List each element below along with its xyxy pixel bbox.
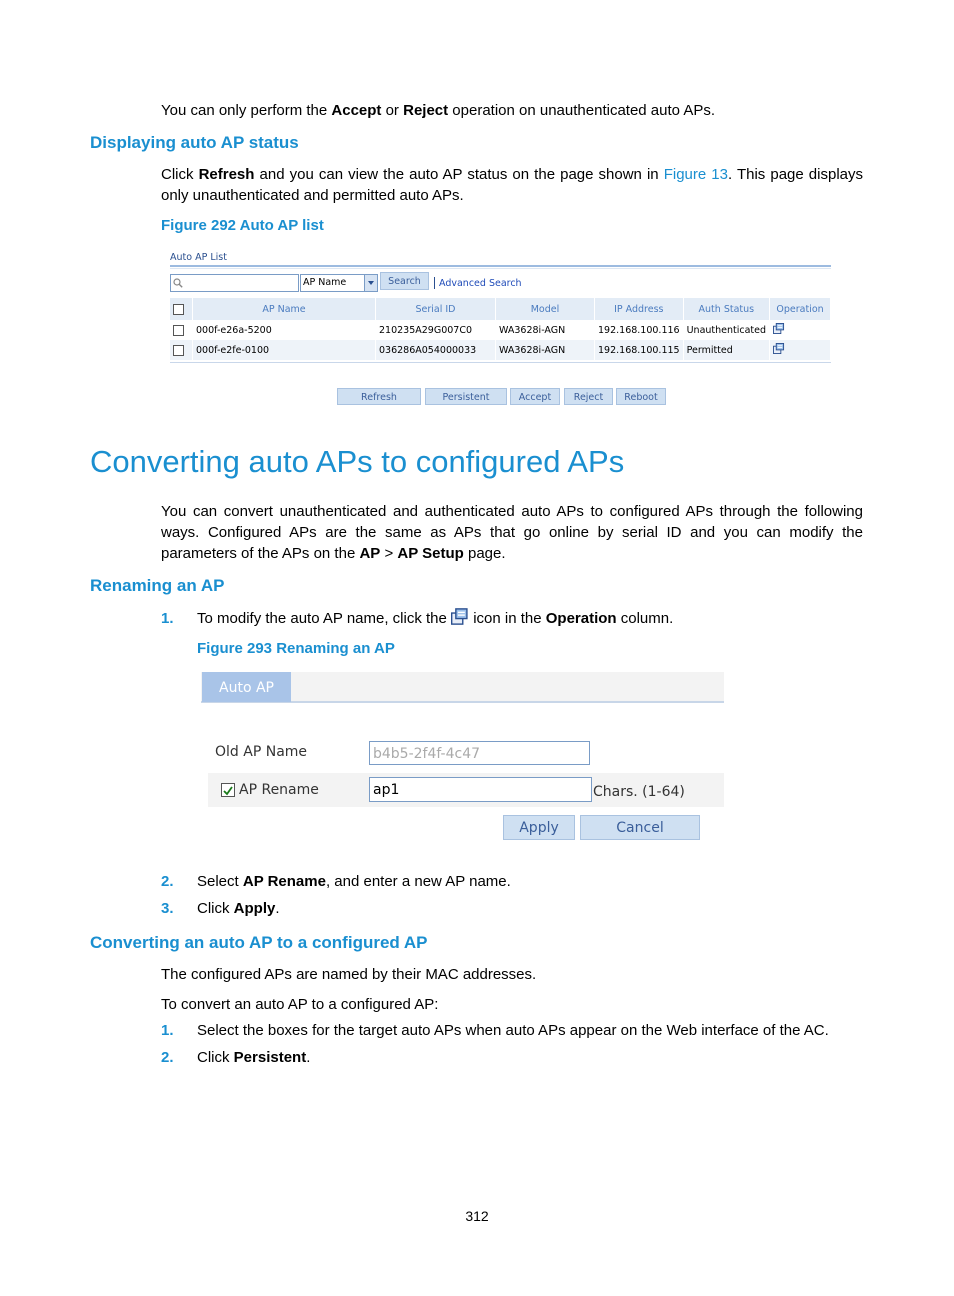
col-serial-id[interactable]: Serial ID — [376, 298, 496, 320]
select-all-checkbox[interactable] — [173, 304, 184, 315]
cell-ip-address: 192.168.100.115 — [595, 340, 684, 360]
cell-model: WA3628i-AGN — [496, 320, 595, 340]
cell-auth-status: Unauthenticated — [683, 320, 769, 340]
panel-divider — [170, 265, 831, 267]
search-field-select-value: AP Name — [303, 277, 347, 288]
search-input[interactable] — [170, 274, 299, 292]
chevron-down-icon — [364, 275, 377, 291]
reboot-button[interactable]: Reboot — [616, 388, 666, 405]
checkmark-icon — [222, 785, 234, 797]
row-checkbox[interactable] — [173, 345, 184, 356]
intro-paragraph: You can only perform the Accept or Reject operation on unauthenticated auto APs. — [161, 102, 716, 119]
toconf-paragraph-1: The configured APs are named by their MAC addresses. — [161, 966, 537, 983]
rename-step-1: 1. To modify the auto AP name, click the icon in the Operation column. — [161, 610, 674, 627]
figure-13-link[interactable]: Figure 13 — [663, 166, 728, 183]
search-button[interactable]: Search — [380, 272, 429, 290]
tab-auto-ap[interactable]: Auto AP — [202, 672, 291, 702]
old-ap-name-field: b4b5-2f4f-4c47 — [369, 741, 590, 765]
ap-rename-label: AP Rename — [239, 782, 319, 798]
toconf-paragraph-2: To convert an auto AP to a configured AP: — [161, 996, 439, 1013]
cell-auth-status: Permitted — [683, 340, 769, 360]
heading-renaming-an-ap: Renaming an AP — [90, 576, 225, 595]
row-checkbox[interactable] — [173, 325, 184, 336]
toconf-step-2: 2. Click Persistent. — [161, 1049, 311, 1066]
ap-rename-checkbox[interactable] — [221, 783, 235, 797]
convert-paragraph: You can convert unauthenticated and authenticated auto APs to configured APs through the following ways. Configured APs are the same as APs that go online by serial ID and you can modify the parameters of the APs on the AP > AP Setup page. — [161, 503, 863, 562]
select-all-checkbox-cell — [170, 298, 193, 320]
cancel-button[interactable]: Cancel — [580, 815, 700, 840]
figure-293-caption: Figure 293 Renaming an AP — [197, 640, 395, 657]
persistent-button[interactable]: Persistent — [425, 388, 507, 405]
cell-operation — [770, 340, 831, 360]
table-row — [170, 340, 831, 360]
edit-ap-icon — [451, 608, 469, 625]
cell-operation — [770, 320, 831, 340]
chars-hint: Chars. (1-64) — [593, 784, 685, 800]
table-bottom-border — [170, 362, 831, 363]
cell-ap-name: 000f-e2fe-0100 — [193, 340, 376, 360]
search-field-select[interactable] — [300, 274, 378, 292]
edit-ap-icon[interactable] — [773, 323, 785, 334]
old-ap-name-label: Old AP Name — [215, 744, 308, 760]
page-number: 312 — [465, 1208, 489, 1224]
edit-ap-icon[interactable] — [773, 343, 785, 354]
panel-divider-light — [170, 268, 831, 269]
refresh-button[interactable]: Refresh — [337, 388, 421, 405]
apply-button[interactable]: Apply — [503, 815, 575, 840]
rename-step-2: 2. Select AP Rename, and enter a new AP name. — [161, 873, 511, 890]
advanced-search-link[interactable]: Advanced Search — [439, 278, 522, 289]
cell-ap-name: 000f-e26a-5200 — [193, 320, 376, 340]
col-operation: Operation — [770, 298, 831, 320]
rename-step-3: 3. Click Apply. — [161, 900, 280, 917]
accept-button[interactable]: Accept — [510, 388, 560, 405]
cell-ip-address: 192.168.100.116 — [595, 320, 684, 340]
reject-button[interactable]: Reject — [564, 388, 613, 405]
heading-displaying-auto-ap-status: Displaying auto AP status — [90, 133, 299, 152]
cell-serial-id: 036286A054000033 — [376, 340, 496, 360]
row-checkbox-cell — [170, 320, 193, 340]
cell-serial-id: 210235A29G007C0 — [376, 320, 496, 340]
col-ip-address[interactable]: IP Address — [595, 298, 684, 320]
figure-292-caption: Figure 292 Auto AP list — [161, 217, 324, 234]
cell-model: WA3628i-AGN — [496, 340, 595, 360]
separator — [434, 277, 435, 289]
auto-ap-table — [170, 298, 831, 360]
heading-converting-auto-ap-to-configured: Converting an auto AP to a configured AP — [90, 933, 428, 952]
table-header-row — [170, 298, 831, 320]
row-checkbox-cell — [170, 340, 193, 360]
toconf-step-1: 1. Select the boxes for the target auto APs when auto APs appear on the Web interface of the AC. — [161, 1022, 829, 1039]
auto-ap-list-title: Auto AP List — [170, 252, 227, 263]
heading-converting-auto-aps: Converting auto APs to configured APs — [90, 444, 625, 479]
table-row — [170, 320, 831, 340]
ap-rename-input[interactable]: ap1 — [369, 777, 592, 802]
display-paragraph: Click Refresh and you can view the auto AP status on the page shown in Figure 13. This page displays only unauthenticated and permitted auto APs. — [161, 166, 863, 204]
col-model[interactable]: Model — [496, 298, 595, 320]
col-auth-status[interactable]: Auth Status — [683, 298, 769, 320]
col-ap-name[interactable]: AP Name — [193, 298, 376, 320]
search-icon — [173, 278, 183, 288]
